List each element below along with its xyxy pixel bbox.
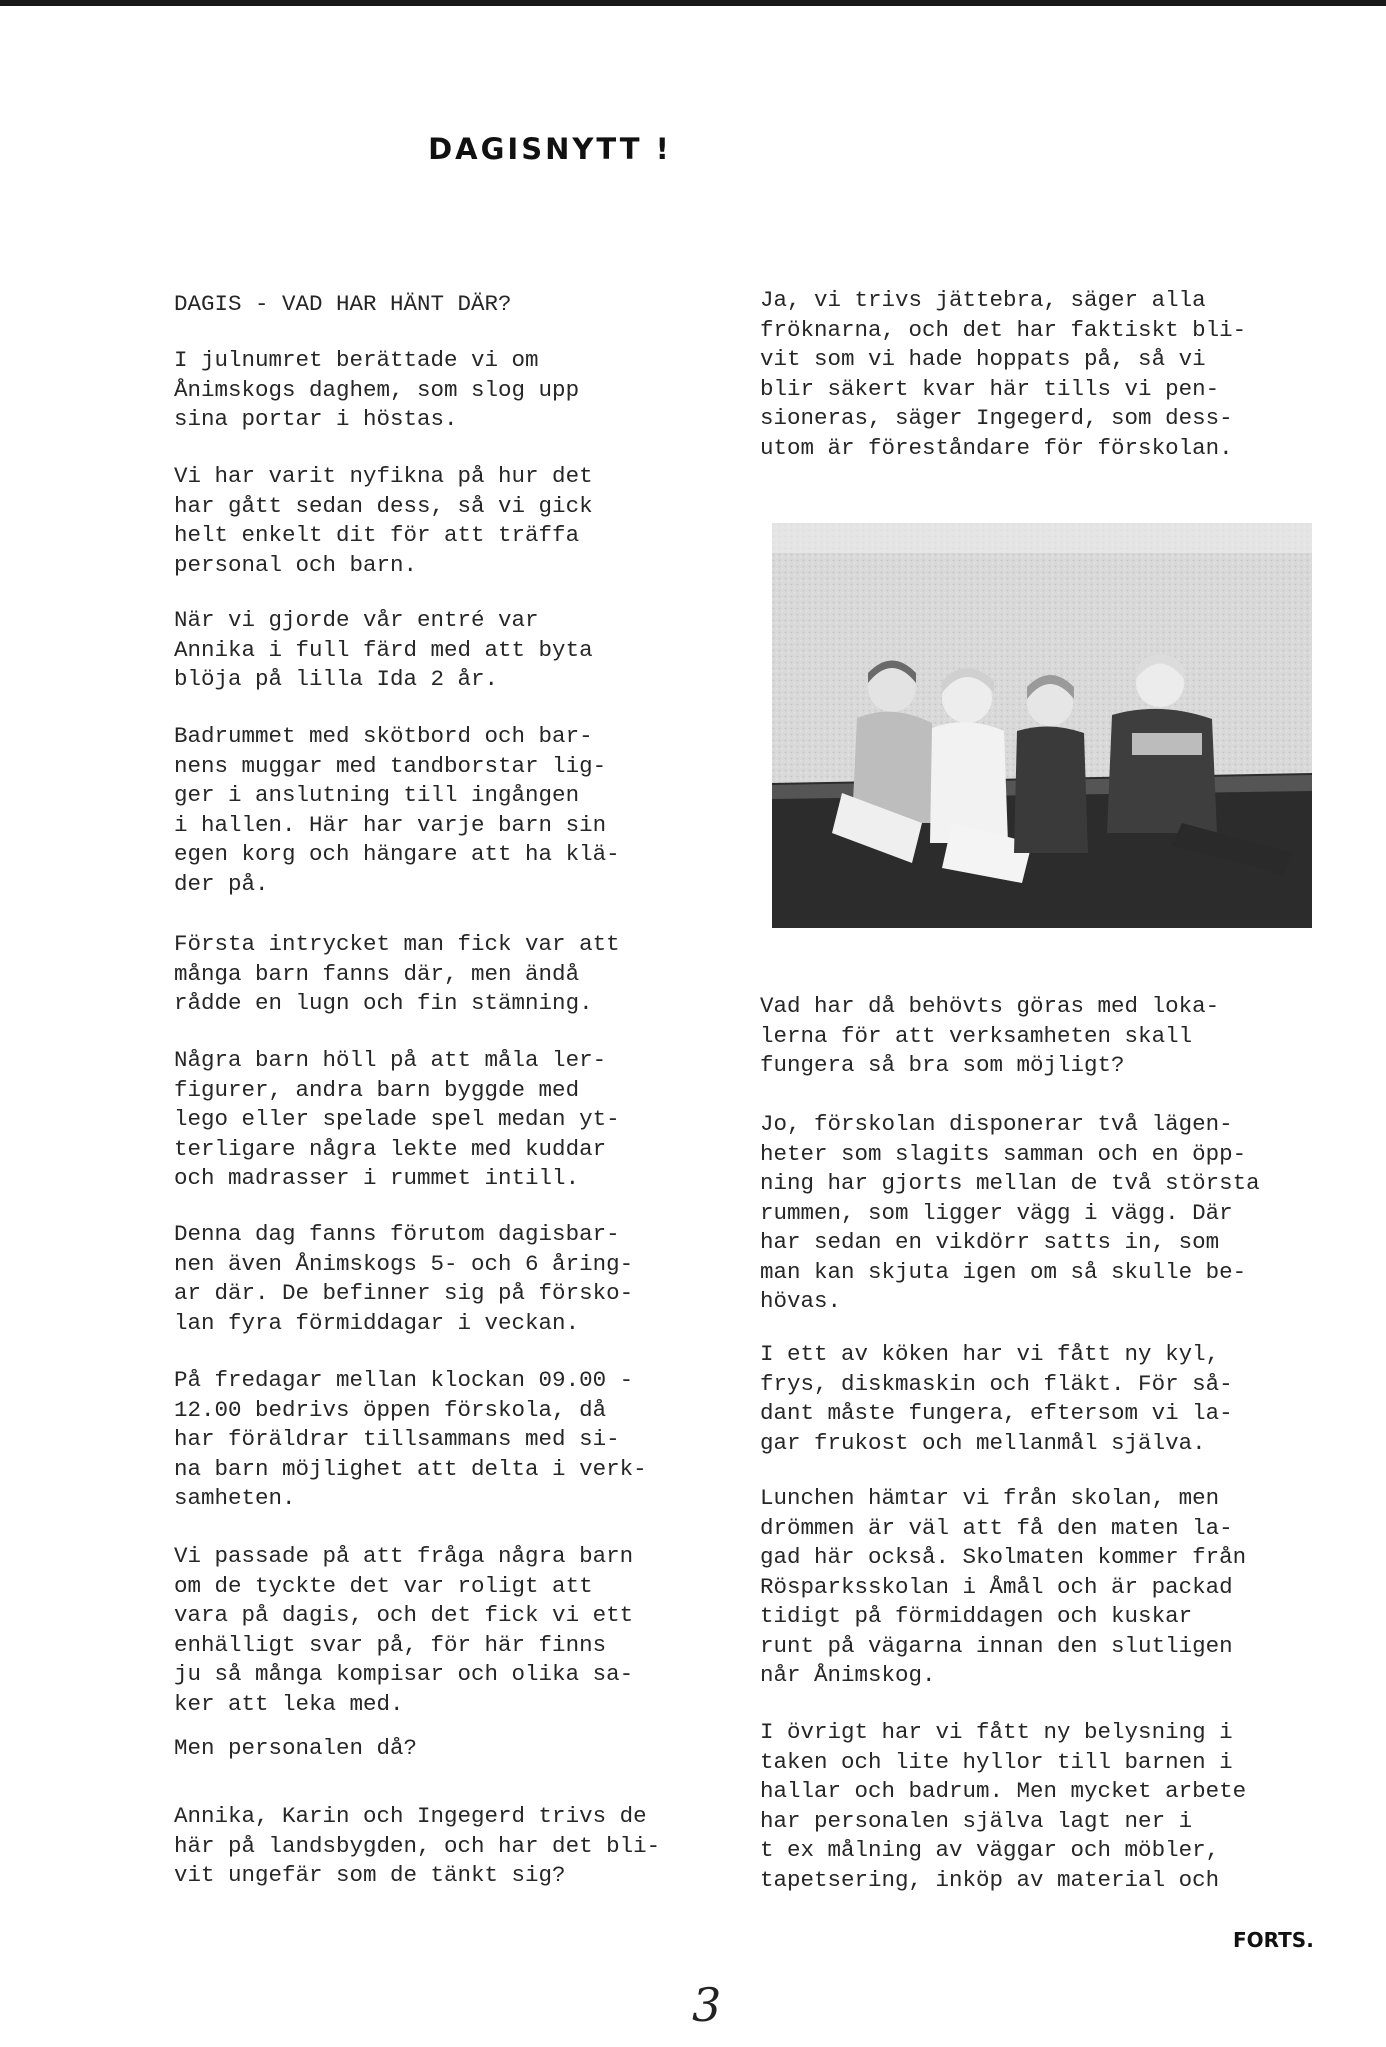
paragraph: Några barn höll på att måla ler- figurer, andra barn byggde med lego eller spelade spel medan yt- terligare några lekte med kuddar och madrasser i rummet intill.: [174, 1047, 620, 1191]
paragraph: Vad har då behövts göras med loka- lerna för att verksamheten skall fungera så bra som möjligt?: [760, 993, 1220, 1078]
paragraph: Men personalen då?: [174, 1735, 418, 1761]
continued-label: FORTS.: [1233, 1928, 1314, 1952]
children-photo: [772, 523, 1312, 928]
paragraph: I julnumret berättade vi om Ånimskogs daghem, som slog upp sina portar i höstas.: [174, 347, 580, 432]
paragraph: Vi passade på att fråga några barn om de tyckte det var roligt att vara på dagis, och det fick vi ett enhälligt svar på, för här finns ju så många kompisar och olika sa- ker att leka med.: [174, 1543, 634, 1717]
paragraph: I ett av köken har vi fått ny kyl, frys, diskmaskin och fläkt. För så- dant måste fungera, eftersom vi la- gar frukost och mellanmål själva.: [760, 1341, 1233, 1456]
section-heading: DAGIS - VAD HAR HÄNT DÄR?: [174, 291, 512, 317]
paragraph: Första intrycket man fick var att många barn fanns där, men ändå rådde en lugn och fin stämning.: [174, 931, 620, 1016]
paragraph: Badrummet med skötbord och bar- nens muggar med tandborstar lig- ger i anslutning till ingången i hallen. Här har varje barn sin egen korg och hängare att ha klä- der på.: [174, 723, 620, 897]
paragraph: När vi gjorde vår entré var Annika i full färd med att byta blöja på lilla Ida 2 år.: [174, 607, 593, 692]
page-title: DAGISNYTT !: [428, 132, 672, 166]
top-rule: [0, 0, 1386, 6]
paragraph: Jo, förskolan disponerar två lägen- heter som slagits samman och en öpp- ning har gjorts mellan de två största rummen, som ligger vägg i vägg. Där har sedan en vikdörr satts in, som man kan skjuta igen om så skulle be- hövas.: [760, 1111, 1260, 1314]
paragraph: Denna dag fanns förutom dagisbar- nen även Ånimskogs 5- och 6 åring- ar där. De befinner sig på försko- lan fyra förmiddagar i veckan.: [174, 1221, 634, 1336]
paragraph: Ja, vi trivs jättebra, säger alla fröknarna, och det har faktiskt bli- vit som vi hade hoppats på, så vi blir säkert kvar här tills vi pen- sioneras, säger Ingegerd, som dess- utom är föreståndare för förskolan.: [760, 287, 1247, 461]
paragraph: Annika, Karin och Ingegerd trivs de här på landsbygden, och har det bli- vit ungefär som de tänkt sig?: [174, 1803, 661, 1888]
children-photo-illustration: [772, 523, 1312, 928]
paragraph: Vi har varit nyfikna på hur det har gått sedan dess, så vi gick helt enkelt dit för att träffa personal och barn.: [174, 463, 593, 578]
page-number: 3: [692, 1978, 722, 2032]
paragraph: I övrigt har vi fått ny belysning i taken och lite hyllor till barnen i hallar och badrum. Men mycket arbete har personalen själva lagt ner i t ex målning av väggar och möbler, tapetsering, inköp av material och: [760, 1719, 1247, 1893]
paragraph: Lunchen hämtar vi från skolan, men drömmen är väl att få den maten la- gad här också. Skolmaten kommer från Rösparksskolan i Åmål och är packad tidigt på förmiddagen och kuskar runt på vägarna innan den slutligen når Ånimskog.: [760, 1485, 1247, 1688]
paragraph: På fredagar mellan klockan 09.00 - 12.00 bedrivs öppen förskola, då har föräldrar tillsammans med si- na barn möjlighet att delta i verk- samheten.: [174, 1367, 647, 1511]
